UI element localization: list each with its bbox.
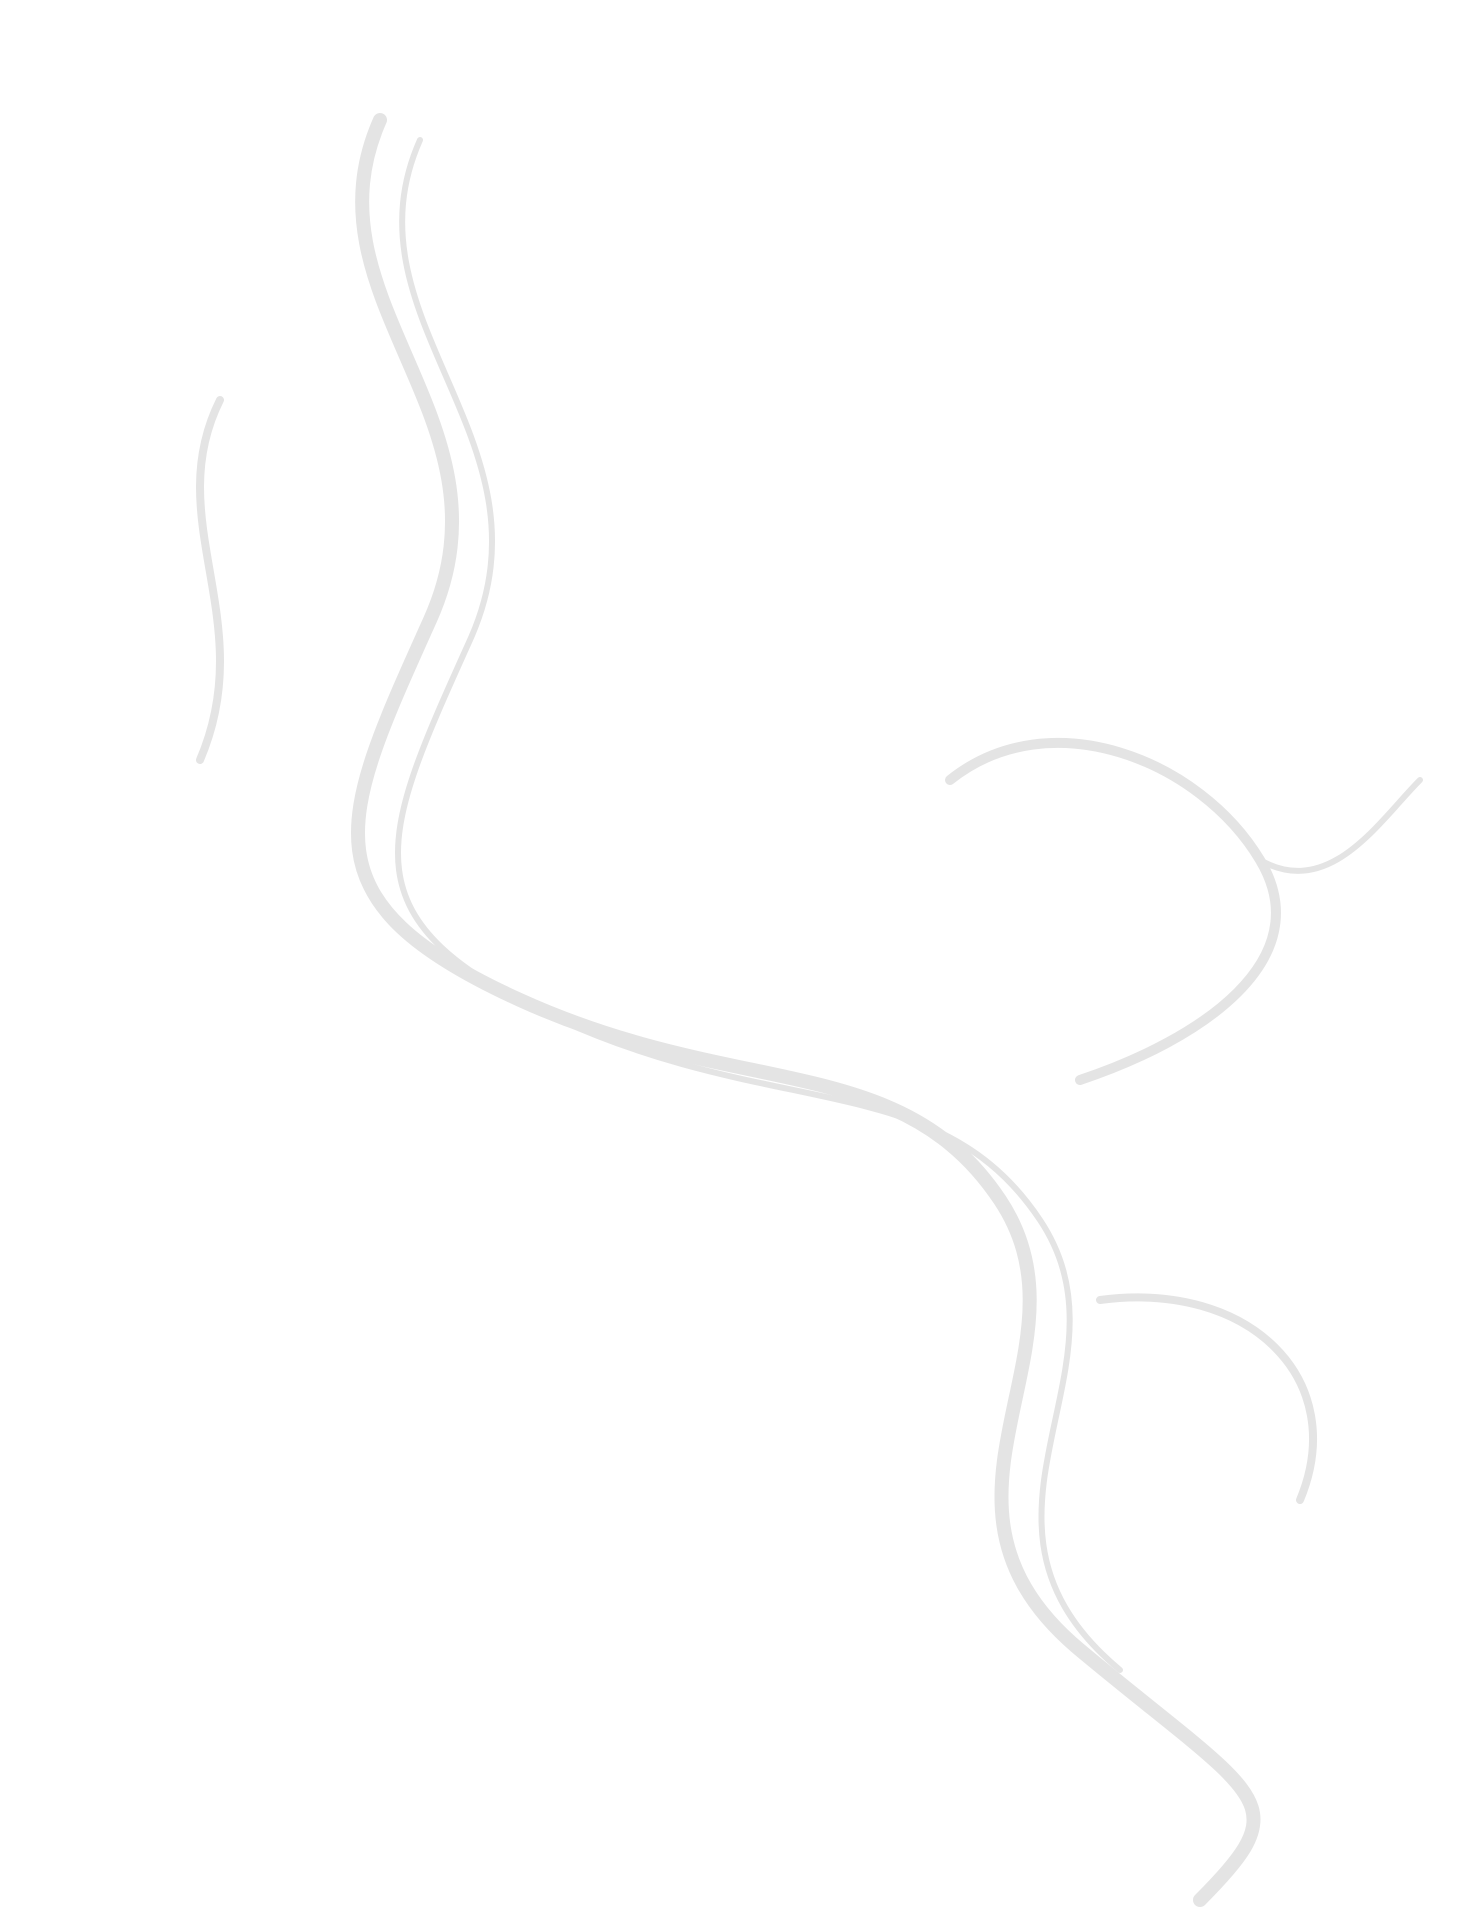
specialties-section xyxy=(100,1320,1392,1354)
menu-header xyxy=(0,0,1484,62)
